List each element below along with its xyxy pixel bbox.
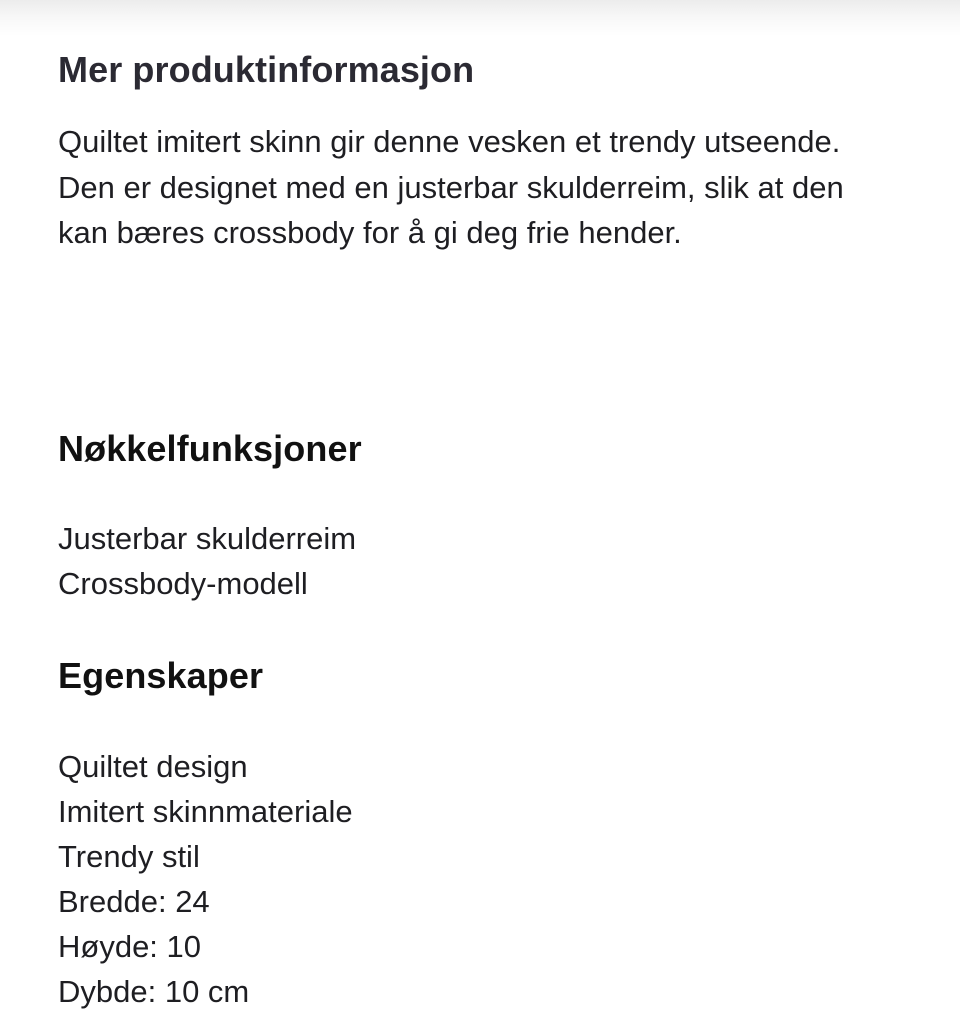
key-features-list — [58, 516, 356, 606]
list-item: Dybde: 10 cm — [58, 974, 250, 1009]
list-item: Trendy stil — [58, 839, 200, 874]
list-item: Quiltet design — [58, 749, 248, 784]
list-item: Crossbody-modell — [58, 566, 308, 601]
list-item: Høyde: 10 — [58, 929, 202, 964]
product-description: Quiltet imitert skinn gir denne vesken et trendy utseende. Den er designet med en justerbar skulderreim, slik at den kan bæres crossbody for å gi deg frie hender. — [58, 124, 844, 250]
properties-list — [58, 744, 353, 1014]
list-item: Imitert skinnmateriale — [58, 794, 353, 829]
properties-heading: Egenskaper — [58, 655, 264, 696]
key-features-heading: Nøkkelfunksjoner — [58, 428, 362, 469]
list-item: Justerbar skulderreim — [58, 521, 357, 556]
list-item: Bredde: 24 — [58, 884, 210, 919]
top-fade-shadow — [0, 0, 960, 36]
product-info-heading: Mer produktinformasjon — [58, 49, 475, 90]
